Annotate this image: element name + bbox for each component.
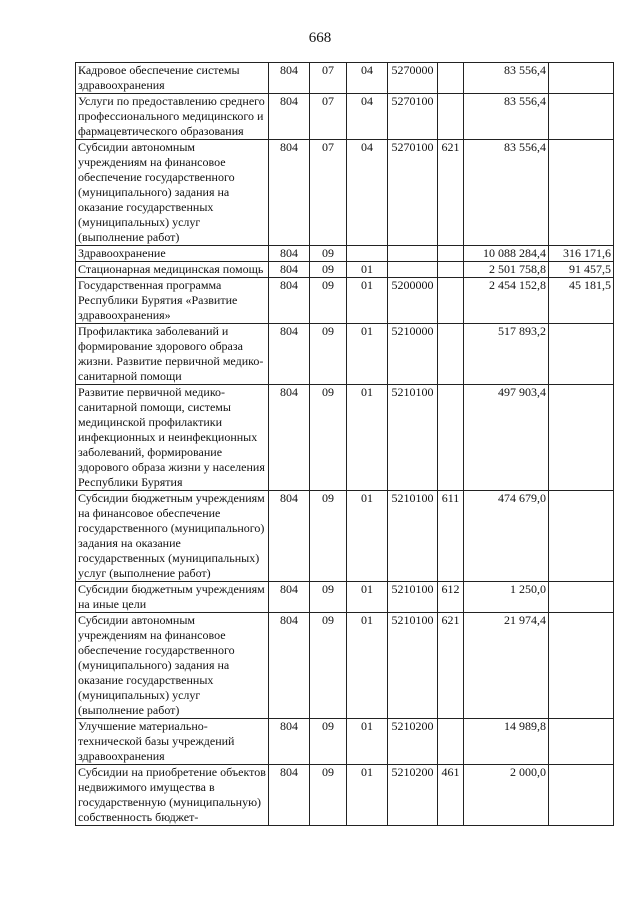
row-vr: 611	[438, 491, 464, 582]
row-ved: 804	[269, 262, 310, 278]
row-csr: 5210100	[388, 385, 438, 491]
row-pr: 01	[347, 385, 388, 491]
row-sum-primary: 21 974,4	[464, 613, 549, 719]
row-vr	[438, 324, 464, 385]
row-name: Кадровое обеспечение системы здравоохранения	[76, 63, 269, 94]
row-ved: 804	[269, 765, 310, 826]
row-vr: 461	[438, 765, 464, 826]
row-sum-secondary	[549, 385, 614, 491]
row-sum-secondary	[549, 719, 614, 765]
row-vr: 621	[438, 140, 464, 246]
row-rz: 09	[310, 278, 347, 324]
row-ved: 804	[269, 582, 310, 613]
row-ved: 804	[269, 385, 310, 491]
row-csr: 5200000	[388, 278, 438, 324]
row-csr: 5210100	[388, 491, 438, 582]
row-name: Развитие первичной медико-санитарной помощи, системы медицинской профилактики инфекционных и неинфекционных заболеваний, формирование здорового образа жизни у населения Республики Бурятия	[76, 385, 269, 491]
row-vr	[438, 262, 464, 278]
row-sum-secondary	[549, 613, 614, 719]
table-row	[76, 765, 614, 826]
row-sum-secondary	[549, 63, 614, 94]
table-row	[76, 94, 614, 140]
row-sum-secondary	[549, 765, 614, 826]
row-name: Стационарная медицинская помощь	[76, 262, 269, 278]
row-sum-primary: 517 893,2	[464, 324, 549, 385]
row-csr: 5270000	[388, 63, 438, 94]
row-vr	[438, 719, 464, 765]
row-name: Здравоохранение	[76, 246, 269, 262]
row-sum-primary: 83 556,4	[464, 140, 549, 246]
table-row	[76, 262, 614, 278]
row-ved: 804	[269, 491, 310, 582]
row-rz: 09	[310, 719, 347, 765]
row-sum-secondary	[549, 324, 614, 385]
row-name: Услуги по предоставлению среднего профессионального медицинского и фармацевтического образования	[76, 94, 269, 140]
row-rz: 09	[310, 246, 347, 262]
row-rz: 07	[310, 140, 347, 246]
row-sum-secondary	[549, 491, 614, 582]
row-csr	[388, 246, 438, 262]
row-pr: 01	[347, 262, 388, 278]
row-sum-primary: 14 989,8	[464, 719, 549, 765]
row-sum-primary: 83 556,4	[464, 63, 549, 94]
row-sum-primary: 497 903,4	[464, 385, 549, 491]
row-csr: 5210100	[388, 582, 438, 613]
table-row	[76, 491, 614, 582]
row-rz: 09	[310, 324, 347, 385]
row-pr	[347, 246, 388, 262]
row-pr: 04	[347, 94, 388, 140]
row-pr: 01	[347, 278, 388, 324]
row-sum-secondary: 45 181,5	[549, 278, 614, 324]
row-name: Субсидии автономным учреждениям на финансовое обеспечение государственного (муниципального) задания на оказание государственных (муниципальных) услуг (выполнение работ)	[76, 613, 269, 719]
table-row	[76, 140, 614, 246]
row-pr: 01	[347, 491, 388, 582]
table-row	[76, 613, 614, 719]
row-ved: 804	[269, 94, 310, 140]
row-sum-primary: 474 679,0	[464, 491, 549, 582]
row-sum-primary: 2 000,0	[464, 765, 549, 826]
row-vr	[438, 94, 464, 140]
row-rz: 09	[310, 491, 347, 582]
row-sum-secondary	[549, 140, 614, 246]
row-pr: 01	[347, 613, 388, 719]
row-sum-primary: 10 088 284,4	[464, 246, 549, 262]
row-rz: 07	[310, 63, 347, 94]
row-ved: 804	[269, 278, 310, 324]
row-rz: 09	[310, 262, 347, 278]
row-ved: 804	[269, 324, 310, 385]
row-ved: 804	[269, 140, 310, 246]
row-csr	[388, 262, 438, 278]
row-vr	[438, 278, 464, 324]
row-vr	[438, 63, 464, 94]
row-vr	[438, 385, 464, 491]
row-pr: 01	[347, 324, 388, 385]
table-row	[76, 719, 614, 765]
row-pr: 01	[347, 719, 388, 765]
row-sum-primary: 2 501 758,8	[464, 262, 549, 278]
row-name: Субсидии автономным учреждениям на финансовое обеспечение государственного (муниципального) задания на оказание государственных (муниципальных) услуг (выполнение работ)	[76, 140, 269, 246]
row-ved: 804	[269, 63, 310, 94]
budget-table	[75, 62, 614, 826]
page-number: 668	[308, 30, 332, 46]
row-ved: 804	[269, 246, 310, 262]
row-csr: 5210000	[388, 324, 438, 385]
row-rz: 09	[310, 613, 347, 719]
row-csr: 5210100	[388, 613, 438, 719]
row-csr: 5210200	[388, 765, 438, 826]
row-ved: 804	[269, 613, 310, 719]
budget-table-body	[76, 63, 614, 826]
row-rz: 09	[310, 765, 347, 826]
row-sum-secondary	[549, 582, 614, 613]
table-row	[76, 324, 614, 385]
row-name: Субсидии на приобретение объектов недвижимого имущества в государственную (муниципальную) собственность бюджет-	[76, 765, 269, 826]
row-vr: 612	[438, 582, 464, 613]
row-rz: 09	[310, 385, 347, 491]
row-sum-primary: 83 556,4	[464, 94, 549, 140]
table-row	[76, 63, 614, 94]
row-name: Государственная программа Республики Бурятия «Развитие здравоохранения»	[76, 278, 269, 324]
row-pr: 04	[347, 63, 388, 94]
row-sum-secondary: 91 457,5	[549, 262, 614, 278]
row-rz: 07	[310, 94, 347, 140]
row-csr: 5210200	[388, 719, 438, 765]
row-name: Субсидии бюджетным учреждениям на финансовое обеспечение государственного (муниципального) задания на оказание государственных (муниципальных) услуг (выполнение работ)	[76, 491, 269, 582]
table-row	[76, 278, 614, 324]
row-pr: 01	[347, 765, 388, 826]
row-rz: 09	[310, 582, 347, 613]
row-pr: 01	[347, 582, 388, 613]
row-csr: 5270100	[388, 94, 438, 140]
row-sum-secondary: 316 171,6	[549, 246, 614, 262]
row-vr	[438, 246, 464, 262]
row-sum-primary: 2 454 152,8	[464, 278, 549, 324]
row-vr: 621	[438, 613, 464, 719]
row-name: Улучшение материально-технической базы учреждений здравоохранения	[76, 719, 269, 765]
table-row	[76, 582, 614, 613]
row-pr: 04	[347, 140, 388, 246]
row-name: Профилактика заболеваний и формирование здорового образа жизни. Развитие первичной медико-санитарной помощи	[76, 324, 269, 385]
row-ved: 804	[269, 719, 310, 765]
table-row	[76, 385, 614, 491]
row-sum-secondary	[549, 94, 614, 140]
table-row	[76, 246, 614, 262]
row-name: Субсидии бюджетным учреждениям на иные цели	[76, 582, 269, 613]
row-csr: 5270100	[388, 140, 438, 246]
row-sum-primary: 1 250,0	[464, 582, 549, 613]
